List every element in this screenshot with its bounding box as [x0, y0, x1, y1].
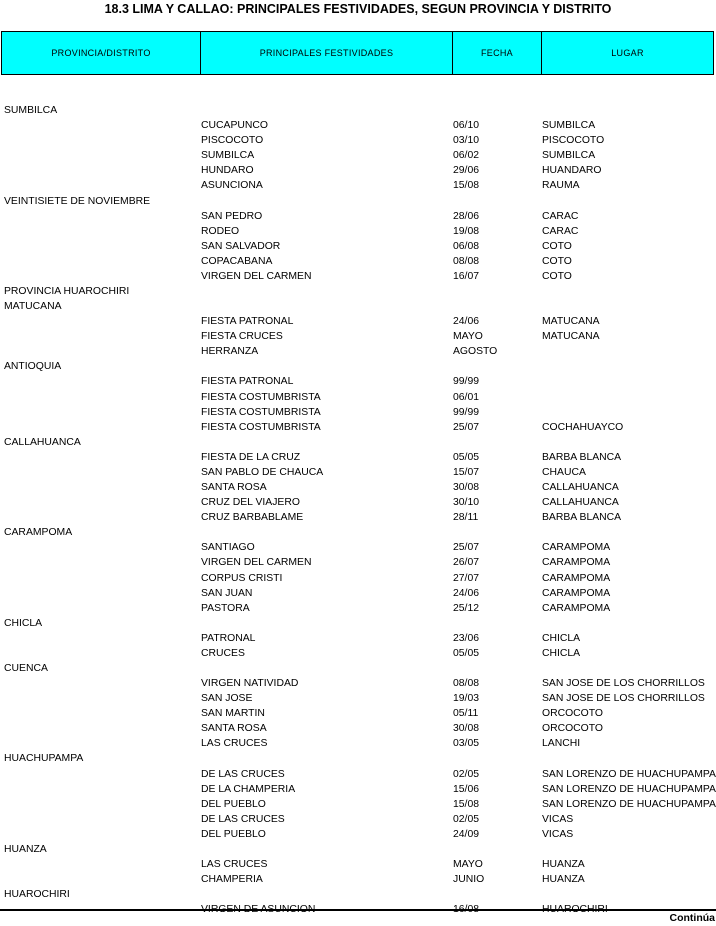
cell-fecha: JUNIO	[453, 874, 485, 886]
cell-fecha: 25/12	[453, 602, 480, 614]
cell-festividad: CHAMPERIA	[201, 874, 263, 886]
cell-fecha: 15/08	[453, 180, 480, 192]
cell-provincia: HUACHUPAMPA	[4, 753, 84, 765]
table-row	[0, 631, 716, 646]
cell-festividad: LAS CRUCES	[201, 738, 268, 750]
table-body	[0, 88, 716, 917]
cell-lugar: PISCOCOTO	[542, 135, 605, 147]
cell-lugar: COTO	[542, 255, 572, 267]
cell-lugar: RAUMA	[542, 180, 580, 192]
table-row	[0, 435, 716, 450]
cell-festividad: FIESTA DE LA CRUZ	[201, 451, 301, 463]
table-row	[0, 525, 716, 540]
table-row	[0, 359, 716, 374]
table-row	[0, 133, 716, 148]
cell-festividad: CRUZ DEL VIAJERO	[201, 497, 300, 509]
table-row	[0, 405, 716, 420]
cell-fecha: 30/08	[453, 723, 480, 735]
cell-provincia: VEINTISIETE DE NOVIEMBRE	[4, 195, 151, 207]
cell-fecha: MAYO	[453, 331, 483, 343]
table-row	[0, 269, 716, 284]
table-row	[0, 118, 716, 133]
table-row	[0, 299, 716, 314]
table-row	[0, 571, 716, 586]
table-row	[0, 390, 716, 405]
cell-fecha: 15/07	[453, 466, 480, 478]
cell-provincia: CUENCA	[4, 662, 48, 674]
cell-fecha: 05/05	[453, 647, 480, 659]
cell-fecha: 06/01	[453, 391, 480, 403]
table-row	[0, 555, 716, 570]
cell-fecha: 23/06	[453, 632, 480, 644]
cell-fecha: 16/07	[453, 270, 480, 282]
cell-provincia: HUAROCHIRI	[4, 889, 70, 901]
cell-festividad: HUNDARO	[201, 165, 254, 177]
table-row	[0, 661, 716, 676]
table-row	[0, 586, 716, 601]
cell-fecha: 05/05	[453, 451, 480, 463]
table-row	[0, 767, 716, 782]
cell-provincia: SUMBILCA	[4, 105, 58, 117]
cell-fecha: 24/09	[453, 828, 480, 840]
cell-festividad: SUMBILCA	[201, 150, 255, 162]
cell-festividad: SAN JUAN	[201, 587, 253, 599]
cell-lugar: SAN JOSE DE LOS CHORRILLOS	[542, 678, 705, 690]
cell-festividad: FIESTA PATRONAL	[201, 376, 294, 388]
cell-festividad: FIESTA COSTUMBRISTA	[201, 421, 321, 433]
table-row	[0, 616, 716, 631]
table-row	[0, 314, 716, 329]
cell-festividad: FIESTA CRUCES	[201, 331, 283, 343]
cell-fecha: 29/06	[453, 165, 480, 177]
table-row	[0, 450, 716, 465]
cell-fecha: 28/06	[453, 210, 480, 222]
cell-festividad: HERRANZA	[201, 346, 259, 358]
table-row	[0, 842, 716, 857]
cell-festividad: CRUZ BARBABLAME	[201, 512, 304, 524]
table-row	[0, 782, 716, 797]
cell-lugar: LANCHI	[542, 738, 581, 750]
cell-lugar: COTO	[542, 270, 572, 282]
cell-festividad: PATRONAL	[201, 632, 256, 644]
cell-fecha: 27/07	[453, 572, 480, 584]
cell-fecha: 99/99	[453, 376, 480, 388]
cell-fecha: 19/08	[453, 225, 480, 237]
cell-festividad: VIRGEN DE ASUNCION	[201, 904, 316, 916]
cell-festividad: VIRGEN DEL CARMEN	[201, 270, 312, 282]
cell-fecha: MAYO	[453, 858, 483, 870]
table-row	[0, 224, 716, 239]
cell-lugar: VICAS	[542, 828, 574, 840]
cell-lugar: SAN JOSE DE LOS CHORRILLOS	[542, 693, 705, 705]
column-header-fecha: FECHA	[453, 32, 542, 74]
table-row	[0, 103, 716, 118]
table-row	[0, 178, 716, 193]
cell-festividad: SANTA ROSA	[201, 723, 267, 735]
table-row	[0, 148, 716, 163]
cell-lugar: SAN LORENZO DE HUACHUPAMPA	[542, 768, 716, 780]
table-row	[0, 88, 716, 103]
cell-fecha: 03/10	[453, 135, 480, 147]
cell-fecha: 99/99	[453, 406, 480, 418]
table-row	[0, 857, 716, 872]
table-row	[0, 676, 716, 691]
cell-festividad: PASTORA	[201, 602, 250, 614]
table-row	[0, 420, 716, 435]
cell-festividad: CORPUS CRISTI	[201, 572, 283, 584]
cell-lugar: HUAROCHIRI	[542, 904, 608, 916]
cell-lugar: CALLAHUANCA	[542, 482, 619, 494]
cell-fecha: AGOSTO	[453, 346, 498, 358]
cell-fecha: 26/07	[453, 557, 480, 569]
table-row	[0, 601, 716, 616]
cell-fecha: 25/07	[453, 542, 480, 554]
page-title: 18.3 LIMA Y CALLAO: PRINCIPALES FESTIVIDADES, SEGUN PROVINCIA Y DISTRITO	[104, 2, 612, 16]
cell-fecha: 19/03	[453, 693, 480, 705]
table-row	[0, 646, 716, 661]
cell-festividad: ASUNCIONA	[201, 180, 263, 192]
cell-festividad: FIESTA COSTUMBRISTA	[201, 406, 321, 418]
cell-fecha: 02/05	[453, 813, 480, 825]
table-row	[0, 812, 716, 827]
cell-fecha: 06/02	[453, 150, 480, 162]
cell-festividad: FIESTA COSTUMBRISTA	[201, 391, 321, 403]
bottom-divider	[0, 909, 716, 911]
cell-lugar: HUANZA	[542, 874, 585, 886]
cell-fecha: 30/08	[453, 482, 480, 494]
cell-fecha: 02/05	[453, 768, 480, 780]
cell-lugar: CARAMPOMA	[542, 557, 611, 569]
cell-fecha: 15/08	[453, 798, 480, 810]
cell-lugar: MATUCANA	[542, 331, 600, 343]
cell-festividad: SAN JOSE	[201, 693, 253, 705]
cell-festividad: FIESTA PATRONAL	[201, 316, 294, 328]
cell-lugar: CARAC	[542, 225, 579, 237]
cell-provincia: PROVINCIA HUAROCHIRI	[4, 286, 130, 298]
table-row	[0, 284, 716, 299]
table-row	[0, 465, 716, 480]
cell-festividad: SAN MARTIN	[201, 708, 265, 720]
cell-lugar: COCHAHUAYCO	[542, 421, 624, 433]
table-row	[0, 736, 716, 751]
cell-festividad: DEL PUEBLO	[201, 828, 266, 840]
cell-fecha: 24/06	[453, 587, 480, 599]
table-row	[0, 480, 716, 495]
cell-festividad: DE LA CHAMPERIA	[201, 783, 296, 795]
cell-festividad: SAN PEDRO	[201, 210, 263, 222]
cell-festividad: DE LAS CRUCES	[201, 813, 285, 825]
table-row	[0, 751, 716, 766]
column-header-lugar: LUGAR	[611, 48, 644, 58]
cell-lugar: ORCOCOTO	[542, 723, 603, 735]
cell-fecha: 30/10	[453, 497, 480, 509]
cell-fecha: 06/08	[453, 240, 480, 252]
cell-festividad: DEL PUEBLO	[201, 798, 266, 810]
table-row	[0, 797, 716, 812]
cell-lugar: MATUCANA	[542, 316, 600, 328]
cell-lugar: CHICLA	[542, 632, 581, 644]
cell-provincia: CALLAHUANCA	[4, 436, 81, 448]
table-row	[0, 540, 716, 555]
table-row	[0, 163, 716, 178]
cell-provincia: HUANZA	[4, 843, 47, 855]
cell-fecha: 05/11	[453, 708, 479, 720]
table-row	[0, 329, 716, 344]
table-row	[0, 495, 716, 510]
cell-provincia: ANTIOQUIA	[4, 361, 62, 373]
cell-festividad: SAN PABLO DE CHAUCA	[201, 466, 324, 478]
table-row	[0, 887, 716, 902]
table-row	[0, 872, 716, 887]
cell-festividad: CRUCES	[201, 647, 245, 659]
cell-lugar: SUMBILCA	[542, 150, 596, 162]
cell-lugar: HUANDARO	[542, 165, 602, 177]
table-row	[0, 691, 716, 706]
cell-fecha: 28/11	[453, 512, 479, 524]
column-header-festividades: PRINCIPALES FESTIVIDADES	[201, 32, 453, 74]
table-row	[0, 194, 716, 209]
cell-festividad: DE LAS CRUCES	[201, 768, 285, 780]
cell-fecha: 24/06	[453, 316, 480, 328]
cell-festividad: COPACABANA	[201, 255, 273, 267]
cell-lugar: SAN LORENZO DE HUACHUPAMPA	[542, 783, 716, 795]
cell-provincia: CARAMPOMA	[4, 527, 73, 539]
cell-lugar: CALLAHUANCA	[542, 497, 619, 509]
cell-lugar: SAN LORENZO DE HUACHUPAMPA	[542, 798, 716, 810]
cell-fecha: 25/07	[453, 421, 480, 433]
cell-lugar: CARAMPOMA	[542, 587, 611, 599]
cell-festividad: VIRGEN DEL CARMEN	[201, 557, 312, 569]
cell-festividad: RODEO	[201, 225, 240, 237]
cell-festividad: VIRGEN NATIVIDAD	[201, 678, 299, 690]
cell-fecha: 08/08	[453, 678, 480, 690]
cell-lugar: CHAUCA	[542, 466, 586, 478]
cell-lugar: BARBA BLANCA	[542, 451, 622, 463]
cell-festividad: PISCOCOTO	[201, 135, 264, 147]
cell-festividad: SANTIAGO	[201, 542, 255, 554]
cell-lugar: CARAMPOMA	[542, 572, 611, 584]
cell-fecha: 15/06	[453, 783, 480, 795]
cell-festividad: SANTA ROSA	[201, 482, 267, 494]
cell-fecha: 16/08	[453, 904, 480, 916]
continua-label: Continúa	[669, 912, 715, 924]
cell-lugar: CHICLA	[542, 647, 581, 659]
column-header-provincia: PROVINCIA/DISTRITO	[2, 32, 201, 74]
cell-festividad: CUCAPUNCO	[201, 120, 268, 132]
cell-fecha: 08/08	[453, 255, 480, 267]
cell-lugar: HUANZA	[542, 858, 585, 870]
table-row	[0, 721, 716, 736]
table-row	[0, 374, 716, 389]
table-row	[0, 344, 716, 359]
cell-fecha: 03/05	[453, 738, 480, 750]
table-row	[0, 239, 716, 254]
cell-lugar: BARBA BLANCA	[542, 512, 622, 524]
table-row	[0, 706, 716, 721]
cell-lugar: COTO	[542, 240, 572, 252]
cell-lugar: ORCOCOTO	[542, 708, 603, 720]
table-row	[0, 510, 716, 525]
cell-festividad: SAN SALVADOR	[201, 240, 281, 252]
cell-lugar: CARAMPOMA	[542, 542, 611, 554]
cell-lugar: CARAC	[542, 210, 579, 222]
table-row	[0, 209, 716, 224]
table-row	[0, 254, 716, 269]
cell-festividad: LAS CRUCES	[201, 858, 268, 870]
table-row	[0, 827, 716, 842]
cell-lugar: SUMBILCA	[542, 120, 596, 132]
cell-provincia: MATUCANA	[4, 301, 62, 313]
cell-lugar: CARAMPOMA	[542, 602, 611, 614]
table-header	[1, 31, 714, 75]
cell-fecha: 06/10	[453, 120, 480, 132]
cell-provincia: CHICLA	[4, 617, 43, 629]
cell-lugar: VICAS	[542, 813, 574, 825]
